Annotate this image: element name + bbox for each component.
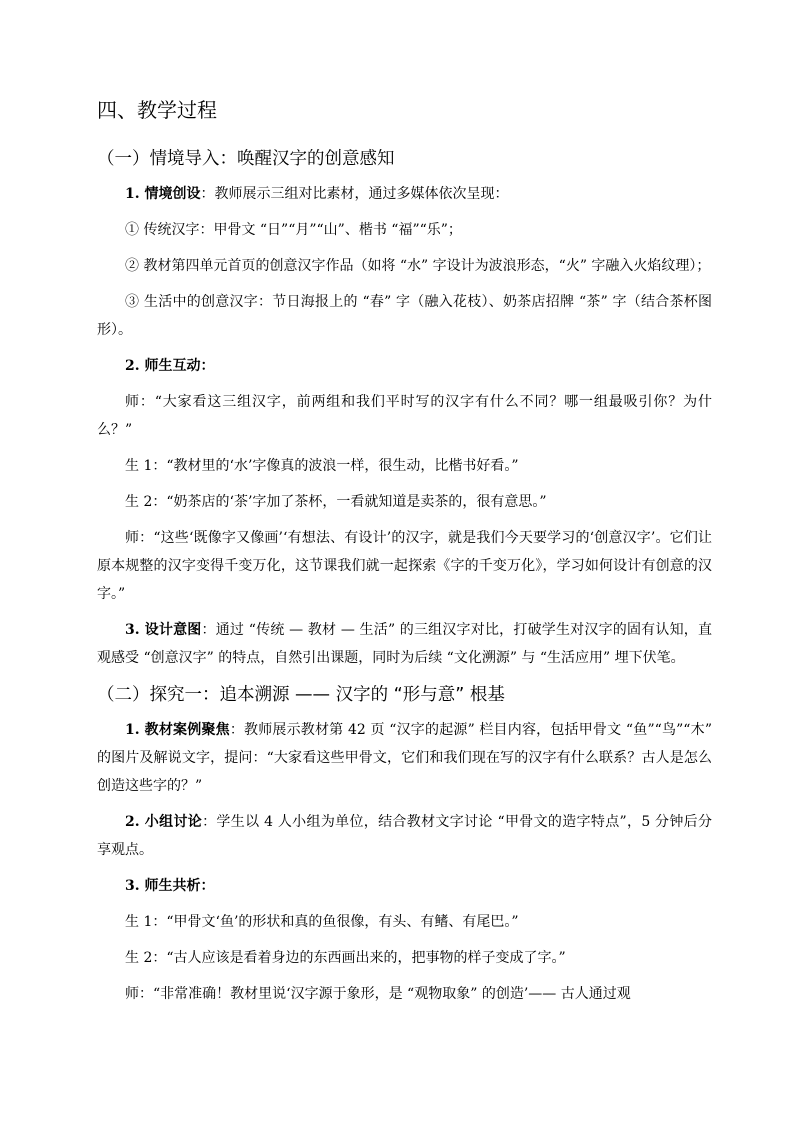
text-scenario: ：教师展示三组对比素材，通过多媒体依次呈现： [200, 186, 509, 202]
paragraph-dialog-1: 师：“大家看这三组汉字，前两组和我们平时写的汉字有什么不同？哪一组最吸引你？为什么？” [97, 394, 712, 438]
paragraph-dialog-6: 生 2：“古人应该是看着身边的东西画出来的，把事物的样子变成了字。” [125, 950, 566, 966]
paragraph-bullet-1: ① 传统汉字：甲骨文 “日”“月”“山”、楷书 “福”“乐”； [125, 222, 462, 238]
section-heading: 四、教学过程 [97, 98, 217, 122]
paragraph-scenario [97, 180, 712, 208]
subsection-title-1: （一）情境导入：唤醒汉字的创意感知 [97, 149, 395, 169]
paragraph-dialog-4: 师：“这些‘既像字又像画’‘有想法、有设计’的汉字，就是我们今天要学习的‘创意汉字’。它们让原本规整的汉字变得千变万化，这节课我们就一起探索《字的千变万化》，学习如何设计有创意的汉字。” [97, 530, 712, 602]
label-interaction: 2. 师生互动： [125, 358, 215, 374]
label-design-intent: 3. 设计意图 [125, 622, 202, 638]
paragraph-textbook-case [97, 716, 712, 800]
paragraph-group-discussion [97, 808, 712, 864]
label-textbook-case: 1. 教材案例聚焦 [125, 722, 230, 738]
document-body [97, 96, 712, 1016]
label-scenario: 1. 情境创设 [125, 186, 201, 202]
subsection-title-2: （二）探究一：追本溯源 —— 汉字的 “形与意” 根基 [97, 685, 505, 705]
paragraph-bullet-2: ② 教材第四单元首页的创意汉字作品（如将 “水” 字设计为波浪形态，“火” 字融入火焰纹理）； [125, 258, 711, 274]
paragraph-joint-analysis-label [97, 872, 712, 900]
paragraph-dialog-5: 生 1：“甲骨文‘鱼’的形状和真的鱼很像，有头、有鳍、有尾巴。” [125, 914, 519, 930]
label-group-discussion: 2. 小组讨论 [125, 814, 203, 830]
paragraph-interaction-label [97, 352, 712, 380]
paragraph-dialog-7: 师：“非常准确！教材里说‘汉字源于象形，是 “观物取象” 的创造’—— 古人通过观 [125, 986, 631, 1002]
text-textbook-case: ：教师展示教材第 42 页 “汉字的起源” 栏目内容，包括甲骨文 “鱼”“鸟”“木” 的图片及解说文字，提问：“大家看这些甲骨文，它们和我们现在写的汉字有什么联系？古人是怎么创造这些字的？” [97, 722, 712, 794]
paragraph-bullet-3: ③ 生活中的创意汉字：节日海报上的 “春” 字（融入花枝）、奶茶店招牌 “茶” 字（结合茶杯图形）。 [97, 294, 712, 338]
text-group-discussion: ：学生以 4 人小组为单位，结合教材文字讨论 “甲骨文的造字特点”，5 分钟后分享观点。 [97, 814, 712, 858]
paragraph-dialog-2: 生 1：“教材里的‘水’字像真的波浪一样，很生动，比楷书好看。” [125, 458, 519, 474]
text-design-intent: ：通过 “传统 — 教材 — 生活” 的三组汉字对比，打破学生对汉字的固有认知，直观感受 “创意汉字” 的特点，自然引出课题，同时为后续 “文化溯源” 与 “生活应用” 埋下伏笔。 [97, 622, 712, 666]
paragraph-dialog-3: 生 2：“奶茶店的‘茶’字加了茶杯，一看就知道是卖茶的，很有意思。” [125, 494, 547, 510]
label-joint-analysis: 3. 师生共析： [125, 878, 215, 894]
paragraph-design-intent [97, 616, 712, 672]
